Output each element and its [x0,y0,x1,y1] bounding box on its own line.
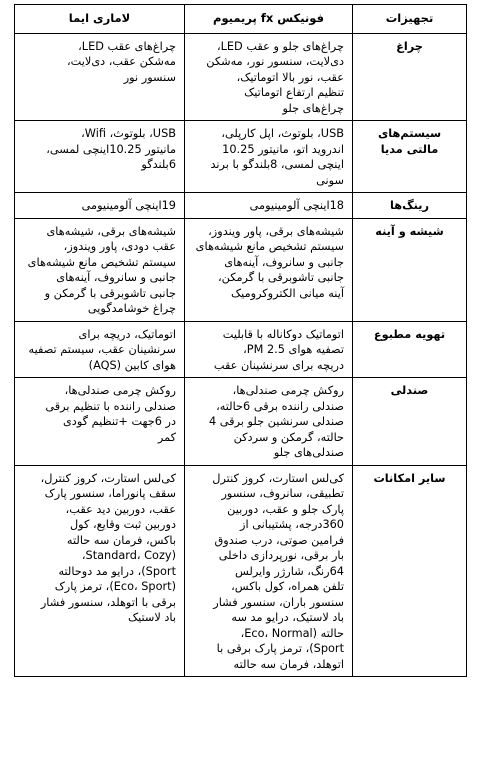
cell-text: 19اینچی آلومینیومی [81,199,176,212]
model-1-cell [185,33,353,121]
cell-text: چراغ‌های عقب LED، مه‌شکن عقب، دی‌لایت، سنسور نور [67,39,176,84]
model-2-cell [15,218,185,321]
cell-text: شیشه‌های برقی، پاور ویندوز، سیستم تشخیص مانع شیشه‌های جانبی و سانروف، آینه‌های جانبی تاشوبرقی با گرمکن، آینه میانی الکتروکرومیک [195,224,344,300]
cell-text: چراغ‌های جلو و عقب LED، دی‌لایت، سنسور نور، مه‌شکن عقب، نور بالا اتوماتیک، تنظیم ارتفاع اتوماتیک چراغ‌های جلو [206,39,344,115]
feature-cell: سیستم‌های مالتی مدیا [353,121,467,193]
model-1-cell [185,465,353,677]
cell-text: کی‌لس استارت، کروز کنترل تطبیقی، سانروف، سنسور پارک جلو و عقب، دوربین 360درجه، پشتیبانی از فرامین صوتی، درب صندوق بار برقی، نورپردازی داخلی 64رنگ، شارژر وایرلس تلفن همراه، کول باکس، سنسور باران، سنسور فشار باد لاستیک، درایو مد سه حالته (Eco، Normal، Sport)، ترمز پارک برقی با اتوهلد، فرمان سه حالته [212,471,344,671]
model-1-cell [185,378,353,466]
model-2-cell [15,321,185,378]
comparison-table [14,4,467,677]
comparison-table-wrapper [14,4,466,677]
model-1-cell [185,321,353,378]
cell-text: شیشه‌های برقی، شیشه‌های عقب دودی، پاور ویندوز، سیستم تشخیص مانع شیشه‌های جانبی و سانروف، آینه‌های جانبی تاشوبرقی با گرمکن و چراغ خوشامدگویی [27,224,176,315]
cell-text: روکش چرمی صندلی‌ها، صندلی راننده با تنظیم برقی در 6جهت +تنظیم گودی کمر [45,384,176,444]
model-2-cell [15,121,185,193]
model-2-cell [15,378,185,466]
cell-text: اتوماتیک، دریچه برای سرنشینان عقب، سیستم تصفیه هوای کابین (AQS) [28,327,176,372]
cell-text: اتوماتیک دوکاناله با قابلیت تصفیه هوای PM 2.5، دریچه برای سرنشینان عقب [213,327,344,372]
model-1-cell [185,121,353,193]
feature-cell: شیشه و آینه [353,218,467,321]
cell-text: USB، بلوتوث، اپل کارپلی، اندروید اتو، مانیتور 10.25 اینچی لمسی، 8بلندگو با برند سونی [210,127,344,187]
feature-cell: صندلی [353,378,467,466]
header-model-2: لاماری ایما [15,5,185,34]
feature-cell: رینگ‌ها [353,193,467,219]
model-2-cell [15,33,185,121]
cell-text: 18اینچی آلومینیومی [249,199,344,212]
cell-text: کی‌لس استارت، کروز کنترل، سقف پانوراما، سنسور پارک عقب، دوربین دید عقب، دوربین ثبت وقایع، کول باکس، فرمان سه حالته (Standard، Cozy، Sport)، درایو مد دوحالته (Eco، Sport)، ترمز پارک برقی با اتوهلد، سنسور فشار باد لاستیک [40,471,176,624]
cell-text: روکش چرمی صندلی‌ها، صندلی راننده برقی 6حالته، صندلی سرنشین جلو برقی 4 حالته، گرمکن و سردکن صندلی‌های جلو [208,384,344,459]
table-row [15,465,467,677]
model-2-cell [15,193,185,219]
feature-cell: سایر امکانات [353,465,467,677]
header-model-1: فونیکس fx پریمیوم [185,5,353,34]
table-row [15,321,467,378]
header-row [15,5,467,34]
model-2-cell [15,465,185,677]
table-row [15,218,467,321]
table-row [15,33,467,121]
header-features: تجهیزات [353,5,467,34]
table-row [15,193,467,219]
model-1-cell [185,218,353,321]
table-row [15,378,467,466]
cell-text: USB، بلوتوث، Wifi، مانیتور 10.25اینچی لمسی، 6بلندگو [46,127,176,171]
model-1-cell [185,193,353,219]
feature-cell: تهویه مطبوع [353,321,467,378]
feature-cell: چراغ [353,33,467,121]
table-row [15,121,467,193]
